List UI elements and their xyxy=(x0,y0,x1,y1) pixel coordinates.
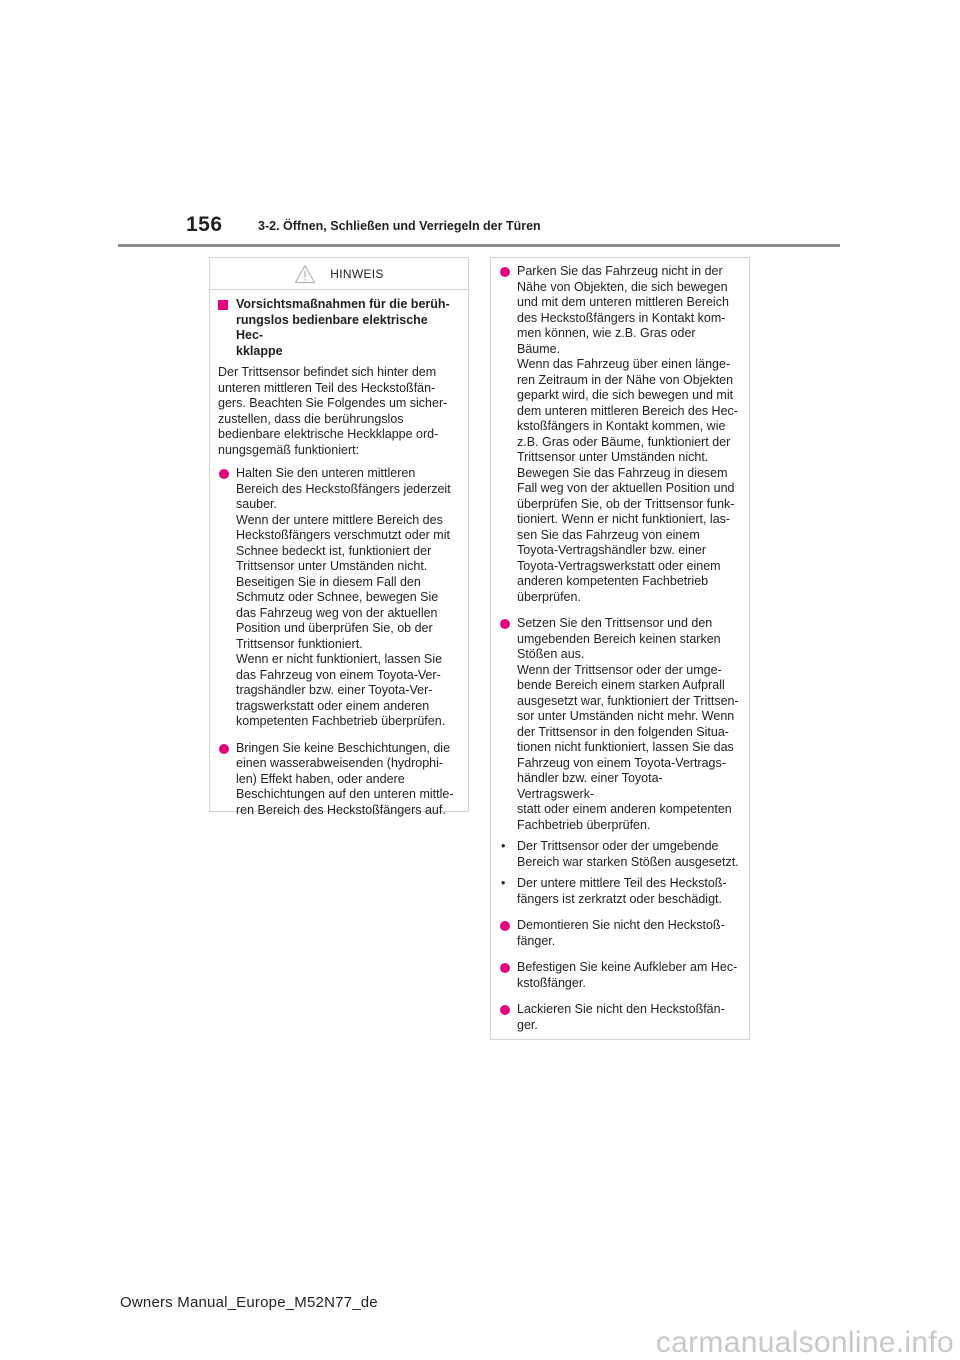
square-bullet-icon xyxy=(218,300,228,310)
bullet-text: Setzen Sie den Trittsensor und den umgebenden Bereich keinen starken Stößen aus. Wenn der Trittsensor oder der umge- bende Bereich einem starken Aufprall ausgesetzt war, funktioniert der Trittsen- sor unter Umständen nicht mehr. Wenn der Trittsensor in den folgenden Situa- tionen nicht funktioniert, lassen Sie das Fahrzeug von einem Toyota-Vertrags- händler bzw. einer Toyota-Vertragswerk- statt oder einem anderen kompetenten Fachbetrieb überprüfen. xyxy=(517,616,739,832)
notice-header xyxy=(210,258,468,290)
circle-bullet-icon xyxy=(500,619,510,629)
bullet-text: Befestigen Sie keine Aufkleber am Hec- kstoßfänger. xyxy=(517,960,738,990)
intro-paragraph: Der Trittsensor befindet sich hinter dem unteren mittleren Teil des Heckstoßfän- gers. Beachten Sie Folgendes um sicher- zustellen, dass die berührungslos bedienbare elektrische Heckklappe ord- nungsgemäß funktioniert: xyxy=(218,365,448,457)
sub-list-item: • Der Trittsensor oder der umgebende Bereich war starken Stößen ausgesetzt. xyxy=(501,839,739,869)
bullet-item xyxy=(218,466,458,730)
bullet-text: Halten Sie den unteren mittleren Bereich des Heckstoßfängers jederzeit sauber. Wenn der untere mittlere Bereich des Heckstoßfängers verschmutzt oder mit Schnee bedeckt ist, funktioniert der Trittsensor unter Umständen nicht. Beseitigen Sie in diesem Fall den Schmutz oder Schnee, bewegen Sie das Fahrzeug weg von der aktuellen Position und überprüfen Sie, ob der Trittsensor funktioniert. Wenn er nicht funktioniert, lassen Sie das Fahrzeug von einem Toyota-Ver- tragshändler bzw. einer Toyota-Ver- tragswerkstatt oder einem anderen kompetenten Fachbetrieb überprüfen. xyxy=(236,466,451,728)
notice-box xyxy=(209,257,469,817)
sub-item-text: Der Trittsensor oder der umgebende Bereich war starken Stößen ausgesetzt. xyxy=(517,839,739,869)
circle-bullet-icon xyxy=(500,1005,510,1015)
bullet-item xyxy=(218,741,458,819)
sub-item-text: Der untere mittlere Teil des Heckstoß- fängers ist zerkratzt oder beschädigt. xyxy=(517,876,727,906)
notice-subheading xyxy=(218,297,458,359)
bullet-item xyxy=(499,918,739,949)
circle-bullet-icon xyxy=(500,267,510,277)
bullet-item xyxy=(499,1002,739,1033)
subheading-text: Vorsichtsmaßnahmen für die berüh- rungslos bedienbare elektrische Hec- kklappe xyxy=(236,297,450,358)
warning-triangle-icon xyxy=(294,264,316,284)
circle-bullet-icon xyxy=(219,744,229,754)
circle-bullet-icon xyxy=(219,469,229,479)
footer-manual-id: Owners Manual_Europe_M52N77_de xyxy=(120,1294,378,1311)
bullet-text: Parken Sie das Fahrzeug nicht in der Nähe von Objekten, die sich bewegen und mit dem unteren mittleren Bereich des Heckstoßfängers in Kontakt kom- men können, wie z.B. Gras oder Bäume. Wenn das Fahrzeug über einen länge- ren Zeitraum in der Nähe von Objekten geparkt wird, die sich bewegen und mit dem unteren mittleren Bereich des Hec- kstoßfängers in Kontakt kommen, wie z.B. Gras oder Bäume, funktioniert der Trittsensor unter Umständen nicht. Bewegen Sie das Fahrzeug in diesem Fall weg von der aktuellen Position und überprüfen Sie, ob der Trittsensor funk- tioniert. Wenn er nicht funktioniert, las- sen Sie das Fahrzeug von einem Toyota-Vertragshändler bzw. einer Toyota-Vertragswerkstatt oder einem anderen kompetenten Fachbetrieb überprüfen. xyxy=(517,264,738,604)
page-number: 156 xyxy=(186,213,223,236)
bullet-text: Bringen Sie keine Beschichtungen, die einen wasserabweisenden (hydrophi- len) Effekt haben, oder andere Beschichtungen auf den unteren mittle- ren Bereich des Heckstoßfängers auf. xyxy=(236,740,454,817)
bullet-text: Demontieren Sie nicht den Heckstoß- fänger. xyxy=(517,918,725,948)
header-rule xyxy=(118,244,840,247)
bullet-item xyxy=(499,264,739,605)
bullet-item xyxy=(499,616,739,833)
sub-list-item: • Der untere mittlere Teil des Heckstoß- fängers ist zerkratzt oder beschädigt. xyxy=(501,876,727,906)
bullet-text: Lackieren Sie nicht den Heckstoßfän- ger. xyxy=(517,1002,725,1032)
bullet-item xyxy=(499,960,739,991)
circle-bullet-icon xyxy=(500,963,510,973)
section-title: 3-2. Öffnen, Schließen und Verriegeln der Türen xyxy=(258,219,541,233)
notice-title: HINWEIS xyxy=(330,267,384,281)
watermark: carmanualsonline.info xyxy=(655,1326,954,1359)
notice-box-continued xyxy=(490,257,750,1040)
circle-bullet-icon xyxy=(500,921,510,931)
